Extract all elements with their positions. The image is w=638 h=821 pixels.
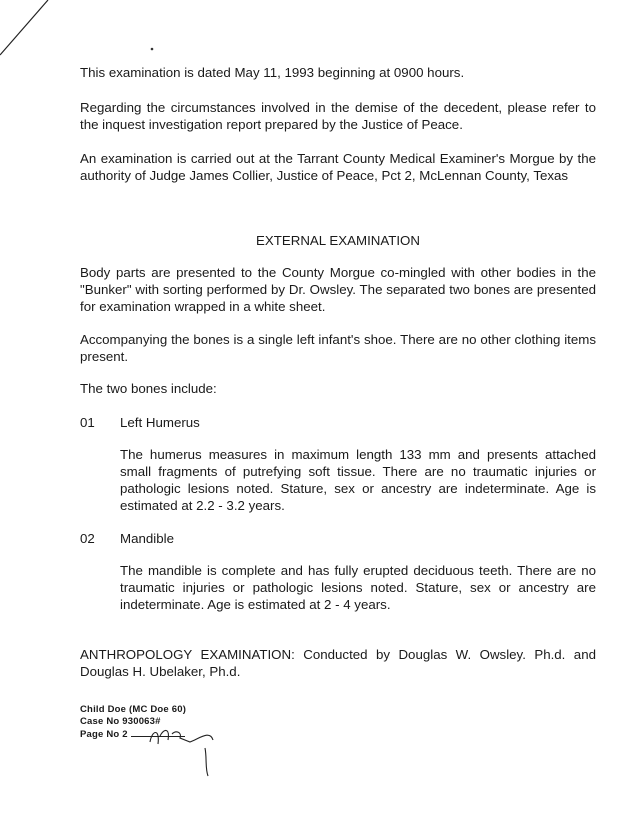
footer-line-3 [80, 728, 186, 741]
external-paragraph-2: Accompanying the bones is a single left infant's shoe. There are no other clothing items present. [80, 332, 596, 364]
anthropology-text: Conducted by Douglas W. Owsley. Ph.d. and Douglas H. Ubelaker, Ph.d. [80, 647, 596, 679]
anthropology-label: ANTHROPOLOGY EXAMINATION: [80, 647, 295, 662]
corner-stroke [0, 0, 48, 55]
item-description-mandible: The mandible is complete and has fully erupted deciduous teeth. There are no traumatic injuries or pathologic lesions noted. Stature, sex or ancestry are indeterminate. Age is estimated at 2 - 4 years. [120, 563, 596, 612]
page-number: Page No 2 [80, 729, 128, 740]
item-number-02: 02 [80, 531, 95, 546]
external-examination-heading: EXTERNAL EXAMINATION [255, 233, 421, 248]
signature-line [131, 728, 185, 737]
list-intro: The two bones include: [80, 381, 217, 396]
item-title-mandible: Mandible [120, 531, 174, 546]
circumstances-paragraph: Regarding the circumstances involved in the demise of the decedent, please refer to the inquest investigation report prepared by the Justice of Peace. [80, 100, 596, 132]
authority-paragraph: An examination is carried out at the Tarrant County Medical Examiner's Morgue by the authority of Judge James Collier, Justice of Peace, Pct 2, McLennan County, Texas [80, 151, 596, 183]
item-description-humerus: The humerus measures in maximum length 133 mm and presents attached small fragments of putrefying soft tissue. There are no traumatic injuries or pathologic lesions noted. Stature, sex or ancestry are indeterminate. Age is estimated at 2.2 - 3.2 years. [120, 447, 596, 513]
footer-line-1: Child Doe (MC Doe 60) [80, 704, 187, 715]
anthropology-paragraph [80, 646, 596, 680]
external-paragraph-1: Body parts are presented to the County Morgue co-mingled with other bodies in the "Bunker" with sorting performed by Dr. Owsley. The separated two bones are presented for examination wrapped in a white sheet. [80, 265, 596, 314]
speck [151, 48, 154, 51]
item-number-01: 01 [80, 415, 95, 430]
item-title-humerus: Left Humerus [120, 415, 200, 430]
date-line: This examination is dated May 11, 1993 beginning at 0900 hours. [80, 65, 465, 80]
footer-block [80, 704, 186, 741]
footer-line-2: Case No 930063# [80, 716, 161, 727]
